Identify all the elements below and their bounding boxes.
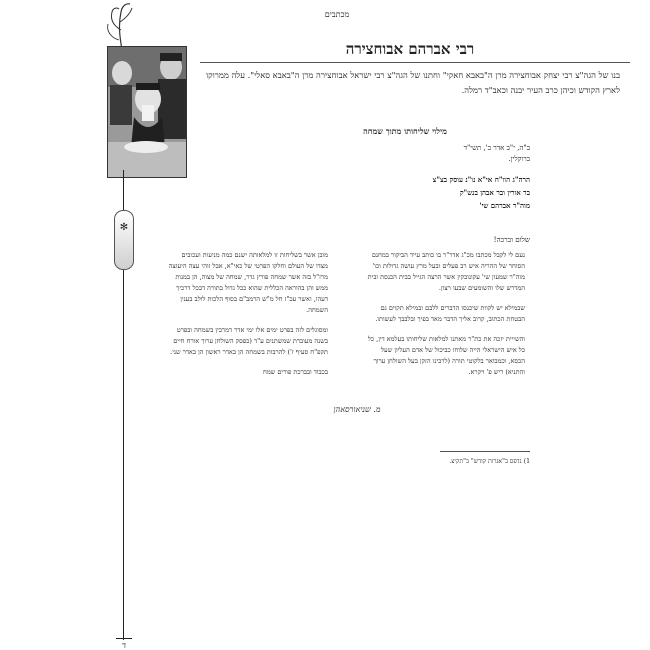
paragraph: שבמילא יש לקוות שיכנסו הדברים ללבם ובמילא תקוים גם הבטחת הכתוב, קרוב אליך הדבר מאד בפיך ובלבבך לעשותו. <box>375 304 525 323</box>
footnote: 1) נדפס ב"אגרות קודש" ב"תקיצ. <box>449 458 530 465</box>
recipient-line: מוה"ר אברהם שי' <box>479 201 530 210</box>
page-title: רבי אברהם אבוחצירה <box>345 40 475 58</box>
swirl-ornament-icon <box>96 0 136 50</box>
portrait-photo <box>107 46 187 178</box>
closing-line: בכבוד ובברכת פורים שמח <box>262 368 328 376</box>
paragraph: מובן אשר בשליחות זו למלאותה ישנם כמה מניעות ועכובים מצדו של העולם וחלקו הפרטי של כאי"א, אבל זוהי עצה היעוצה מרז"ל בזה אשר שמחה פורץ גדר, שמחה של מצוה, הן במנות ממש והן בהוראה הכללית שהוא ככל גדול בתורה דבכל דרכיך דעהו, ואשר עכ"ז חל מ"ש הרמב"ם בסוף הלכות לולב בענין השמחה. <box>168 251 328 314</box>
letter-location: ברוקלין. <box>508 155 530 163</box>
emblem-icon: ✻ <box>119 222 129 233</box>
letter-column-right <box>365 250 525 387</box>
signature: מ. שניאורסאהן <box>333 405 381 414</box>
title-rule <box>200 62 630 63</box>
letter-date: ב"ה, י"ב אדר ב', תשי"ד <box>463 144 530 152</box>
paragraph: נעם לי לקבל מכתבו מכ"ג אדר"ר בו כותב עייד הביקור במחנם הסוחר של ההריה איש רב פעלים ובעל מרץ עושה גדולות וכו' מוה"ר שמעון שי' עקונובקין אשר הרצה הגייל בבית הכנסת ובית המדרש שלו והשומעים שבעו רצון. <box>367 251 525 292</box>
letter-title: מילוי שליחותו מתוך שמחה <box>363 126 447 136</box>
letter-recipients <box>330 173 530 212</box>
letter-greeting: שלום וברכה! <box>493 235 530 244</box>
paragraph: והשייית יזכה את כת"ר מאתנו למלאות שליחותו בעלמא דין, כל כל איש הישראלי הייה שלוחו כביכול של אדם העליון שעל הכסא, וכמבואר בלקוטי תורה (לרבינו הזקן בעל השולחן ערוך והתניא) ריש פ' ויקרא. <box>367 335 525 376</box>
recipient-line: הרה"ג הוו"ח אי"א נו"נ עוסק בצ"צ <box>432 175 530 184</box>
recipient-line: בר אורין ובר אבהן בנש"ק <box>459 188 530 197</box>
margin-pill <box>114 210 134 270</box>
page-number: ד <box>122 641 126 650</box>
running-header: מכתבים <box>324 10 350 19</box>
intro-paragraph: בנו של הגה"צ רבי יצחק אבוחצירה מרן ה"באבא חאקי" וחתנו של הגה"צ רבי ישראל אבוחצירה מרן ה"באבא סאלי". עלה ממרוקו לארץ הקודש וכיהן כרב העיר יבנה וכאב"ד רמלה. <box>205 70 620 95</box>
paragraph: ומסוגלים לזה בפרט ימים אלו ימי אדר דמרבין בשמחה ובפרט בשנה מעוברת שמשתנים ע"ד (כפסק השולחן ערוך אורח חיים תקפ"ח סעיף ז') להרבות בשמחה הן באדר ראשון הן באדר שני. <box>170 326 328 356</box>
footnote-rule <box>440 451 530 452</box>
margin-foot-tick <box>116 638 132 639</box>
letter-column-left <box>168 250 328 387</box>
